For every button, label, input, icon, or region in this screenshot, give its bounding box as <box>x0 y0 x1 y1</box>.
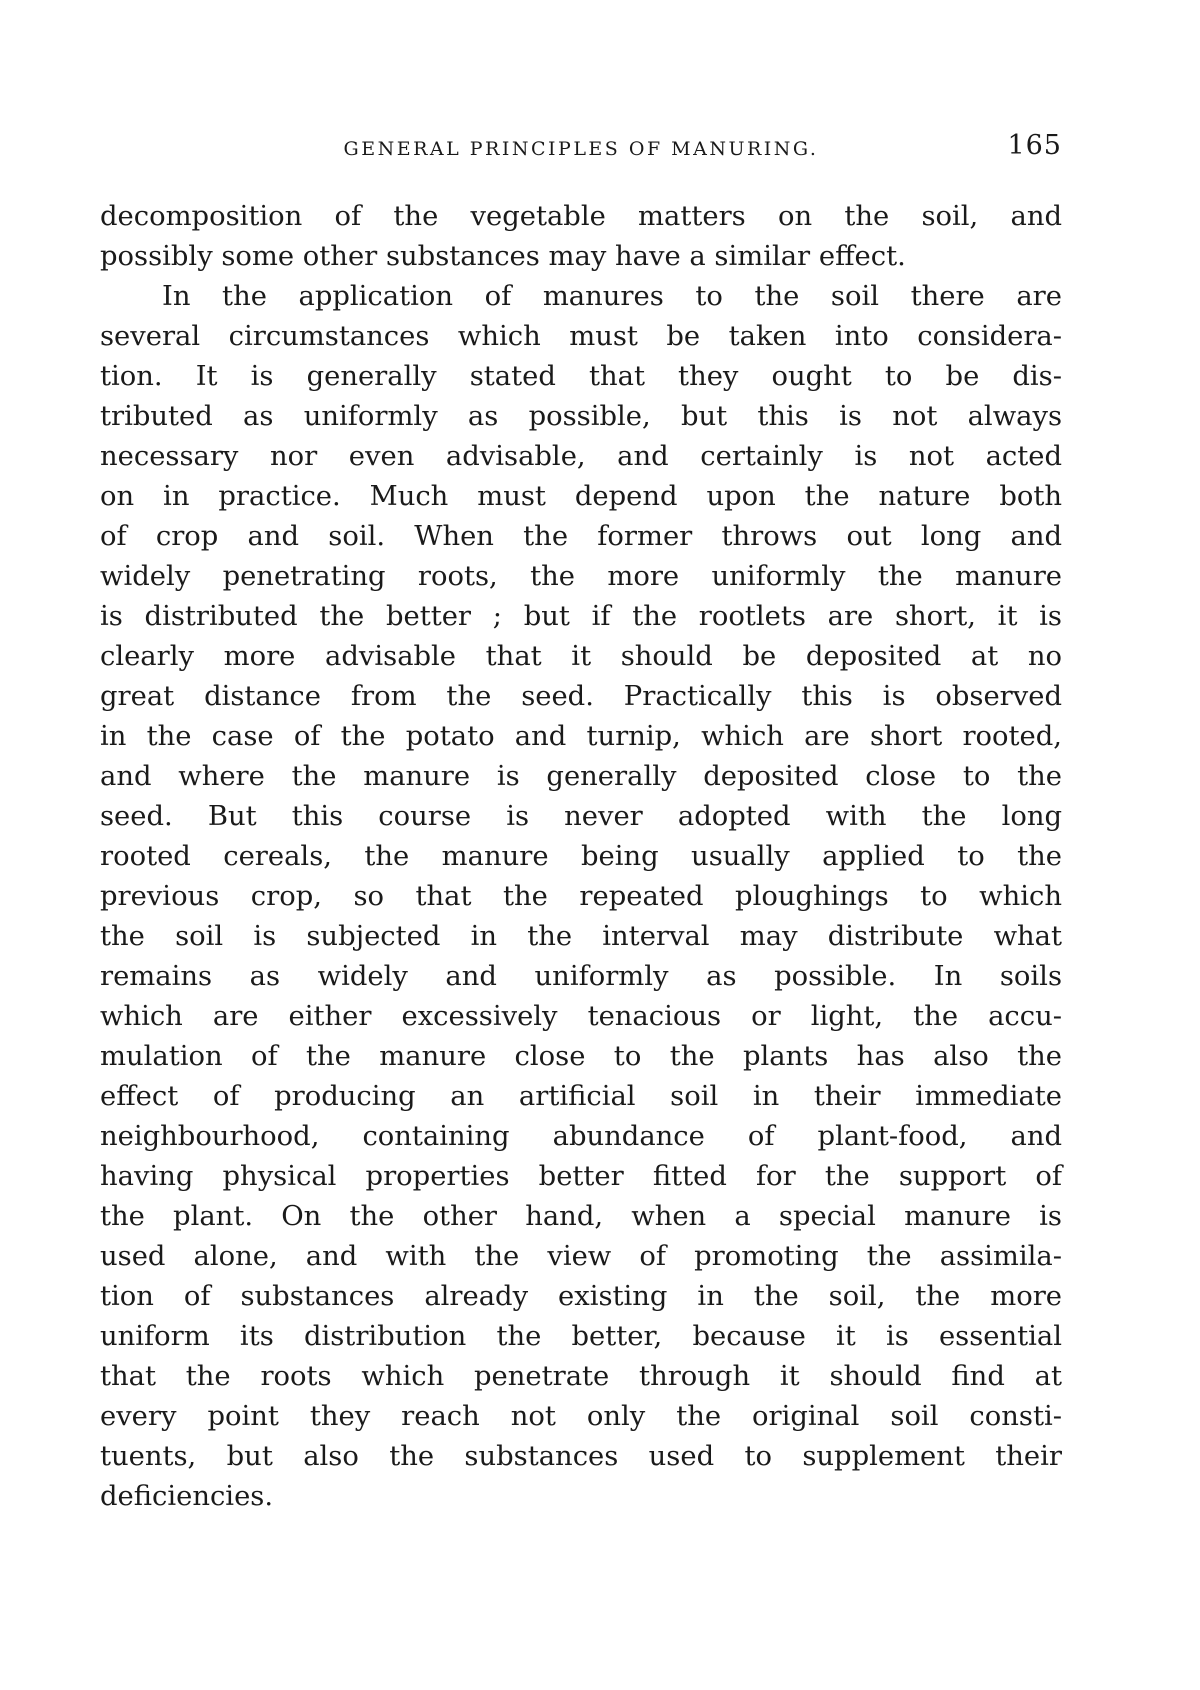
text-line: necessary nor even advisable, and certainly is not acted <box>100 441 1062 472</box>
text-line: every point they reach not only the original soil consti- <box>100 1401 1062 1432</box>
text-line: deficiencies. <box>100 1481 274 1512</box>
text-line: uniform its distribution the better, because it is essential <box>100 1321 1062 1352</box>
text-line: tion of substances already existing in the soil, the more <box>100 1281 1062 1312</box>
text-line: which are either excessively tenacious or light, the accu- <box>100 1001 1062 1032</box>
text-line: that the roots which penetrate through it should find at <box>100 1361 1062 1392</box>
text-line: several circumstances which must be taken into considera- <box>100 321 1062 352</box>
text-line: used alone, and with the view of promoting the assimila- <box>100 1241 1062 1272</box>
page-number: 165 <box>1007 130 1062 161</box>
text-line: in the case of the potato and turnip, which are short rooted, <box>100 721 1062 752</box>
text-line: great distance from the seed. Practically this is observed <box>100 681 1062 712</box>
text-line: rooted cereals, the manure being usually applied to the <box>100 841 1062 872</box>
text-line: of crop and soil. When the former throws out long and <box>100 521 1062 552</box>
text-line: having physical properties better fitted for the support of <box>100 1161 1062 1192</box>
text-line: tion. It is generally stated that they ought to be dis- <box>100 361 1062 392</box>
text-line: neighbourhood, containing abundance of plant-food, and <box>100 1121 1062 1152</box>
text-line: clearly more advisable that it should be deposited at no <box>100 641 1062 672</box>
text-line: seed. But this course is never adopted with the long <box>100 801 1062 832</box>
text-line: widely penetrating roots, the more uniformly the manure <box>100 561 1062 592</box>
text-line: possibly some other substances may have a similar effect. <box>100 241 906 272</box>
text-line: mulation of the manure close to the plants has also the <box>100 1041 1062 1072</box>
text-line: and where the manure is generally deposited close to the <box>100 761 1062 792</box>
text-line: on in practice. Much must depend upon the nature both <box>100 481 1062 512</box>
text-line: tuents, but also the substances used to supplement their <box>100 1441 1062 1472</box>
page-header <box>100 130 1062 170</box>
body-text <box>100 197 1062 1517</box>
text-line: In the application of manures to the soil there are <box>162 281 1062 312</box>
text-line: the plant. On the other hand, when a special manure is <box>100 1201 1062 1232</box>
text-line: remains as widely and uniformly as possible. In soils <box>100 961 1062 992</box>
running-head: GENERAL PRINCIPLES OF MANURING. <box>343 138 819 160</box>
text-line: decomposition of the vegetable matters on the soil, and <box>100 201 1062 232</box>
text-line: tributed as uniformly as possible, but this is not always <box>100 401 1062 432</box>
text-line: effect of producing an artificial soil in their immediate <box>100 1081 1062 1112</box>
text-line: previous crop, so that the repeated ploughings to which <box>100 881 1062 912</box>
text-line: is distributed the better ; but if the rootlets are short, it is <box>100 601 1062 632</box>
text-line: the soil is subjected in the interval may distribute what <box>100 921 1062 952</box>
